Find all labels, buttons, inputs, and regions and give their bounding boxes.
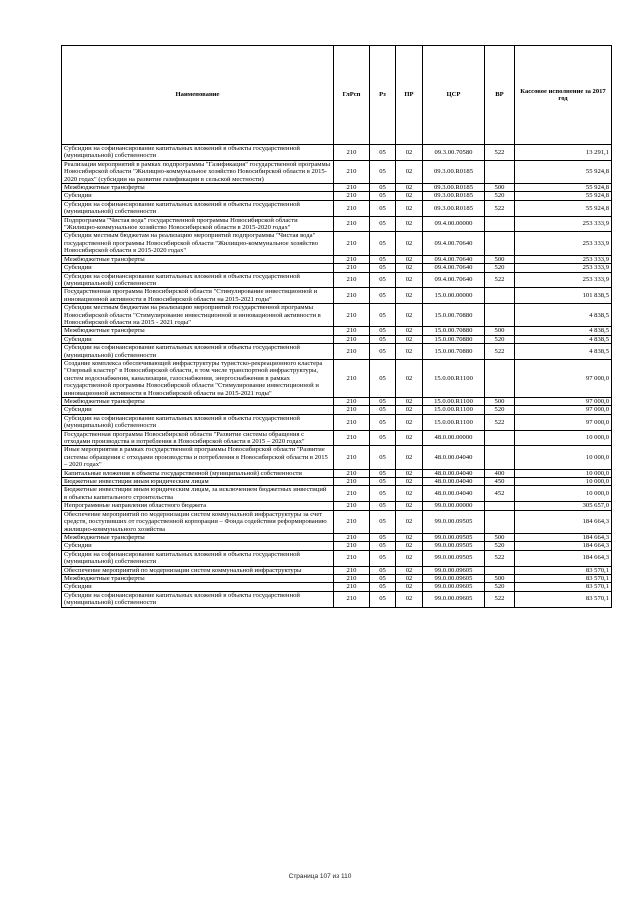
row-pr: 02 [396, 542, 423, 550]
row-amount: 4 838,5 [515, 327, 612, 335]
row-name: Межбюджетные трансферты [62, 255, 334, 263]
row-glrsp: 210 [334, 574, 370, 582]
row-name: Субсидии [62, 406, 334, 414]
row-csr: 09.3.00.70580 [423, 145, 485, 161]
row-amount: 184 664,3 [515, 510, 612, 533]
row-csr: 99.0.00.09505 [423, 542, 485, 550]
row-rz: 05 [370, 255, 396, 263]
row-name: Субсидии на софинансирование капитальных вложений в объекты государственной (муниципальной) собственности [62, 414, 334, 430]
row-amount: 4 838,5 [515, 304, 612, 327]
row-glrsp: 210 [334, 414, 370, 430]
table-row [62, 192, 612, 200]
row-amount: 253 333,9 [515, 272, 612, 288]
row-name: Обеспечение мероприятий по модернизации систем коммунальной инфраструктуры за счет средств, поступивших от государственной корпорации – Фонда содействия реформированию жилищно-коммунального хозяйства [62, 510, 334, 533]
budget-table [61, 45, 612, 608]
row-rz: 05 [370, 430, 396, 446]
row-name: Межбюджетные трансферты [62, 184, 334, 192]
header-glrsp: ГлРсп [334, 46, 370, 145]
table-row [62, 486, 612, 502]
row-vr: 522 [485, 550, 515, 566]
table-header-row [62, 46, 612, 145]
row-glrsp: 210 [334, 145, 370, 161]
row-amount: 184 664,3 [515, 542, 612, 550]
row-glrsp: 210 [334, 469, 370, 477]
row-glrsp: 210 [334, 430, 370, 446]
row-pr: 02 [396, 414, 423, 430]
table-row [62, 574, 612, 582]
row-vr [485, 430, 515, 446]
table-row [62, 359, 612, 397]
row-pr: 02 [396, 264, 423, 272]
row-vr [485, 216, 515, 232]
row-amount: 253 333,9 [515, 232, 612, 255]
row-glrsp: 210 [334, 533, 370, 541]
table-row [62, 255, 612, 263]
row-name: Межбюджетные трансферты [62, 398, 334, 406]
table-row [62, 264, 612, 272]
row-glrsp: 210 [334, 184, 370, 192]
row-name: Подпрограмма "Чистая вода" государственной программы Новосибирской области "Жилищно-коммунальное хозяйство Новосибирской области в 2015-2020 годах" [62, 216, 334, 232]
row-amount: 83 570,1 [515, 566, 612, 574]
table-row [62, 583, 612, 591]
row-glrsp: 210 [334, 192, 370, 200]
row-name: Обеспечение мероприятий по модернизации систем коммунальной инфраструктуры [62, 566, 334, 574]
row-vr [485, 288, 515, 304]
row-name: Субсидии [62, 192, 334, 200]
row-rz: 05 [370, 359, 396, 397]
row-amount: 305 657,0 [515, 502, 612, 510]
row-vr [485, 566, 515, 574]
row-vr: 500 [485, 398, 515, 406]
row-rz: 05 [370, 264, 396, 272]
row-rz: 05 [370, 469, 396, 477]
row-glrsp: 210 [334, 264, 370, 272]
header-vr: ВР [485, 46, 515, 145]
row-rz: 05 [370, 510, 396, 533]
row-csr: 48.0.00.04040 [423, 486, 485, 502]
row-pr: 02 [396, 502, 423, 510]
row-csr: 99.0.00.09605 [423, 574, 485, 582]
row-vr: 400 [485, 469, 515, 477]
row-glrsp: 210 [334, 255, 370, 263]
row-csr: 99.0.00.09605 [423, 583, 485, 591]
row-name: Иные мероприятия в рамках государственной программы Новосибирской области "Развитие системы обращения с отходами производства и потребления в Новосибирской области в 2015 – 2020 годах" [62, 446, 334, 469]
row-name: Реализация мероприятий в рамках подпрограммы "Газификация" государственной программы Новосибирской области "Жилищно-коммунальное хозяйство Новосибирской области в 2015-2020 годах" (субсидии на развитие газификации в сельской местности) [62, 160, 334, 183]
table-row [62, 200, 612, 216]
row-amount: 101 838,5 [515, 288, 612, 304]
row-glrsp: 210 [334, 583, 370, 591]
row-csr: 15.0.00.R1100 [423, 398, 485, 406]
table-row [62, 478, 612, 486]
row-pr: 02 [396, 255, 423, 263]
row-pr: 02 [396, 304, 423, 327]
row-name: Субсидии местным бюджетам на реализацию мероприятий государственной программы Новосибирской области "Стимулирование инвестиционной и инновационной активности в Новосибирской области на 2015 - 2021 годы" [62, 304, 334, 327]
row-pr: 02 [396, 200, 423, 216]
row-glrsp: 210 [334, 542, 370, 550]
table-row [62, 566, 612, 574]
row-name: Субсидии [62, 335, 334, 343]
row-vr: 452 [485, 486, 515, 502]
row-amount: 253 333,9 [515, 264, 612, 272]
row-pr: 02 [396, 550, 423, 566]
table-row [62, 327, 612, 335]
row-amount: 97 000,0 [515, 414, 612, 430]
row-vr: 520 [485, 583, 515, 591]
row-pr: 02 [396, 591, 423, 607]
header-name: Наименование [62, 46, 334, 145]
row-name: Субсидии [62, 542, 334, 550]
row-name: Непрограммные направления областного бюджета [62, 502, 334, 510]
row-pr: 02 [396, 398, 423, 406]
table-row [62, 184, 612, 192]
row-csr: 09.4.00.70640 [423, 264, 485, 272]
row-vr [485, 359, 515, 397]
row-csr: 09.4.00.70640 [423, 232, 485, 255]
row-rz: 05 [370, 232, 396, 255]
table-row [62, 304, 612, 327]
row-vr [485, 446, 515, 469]
row-rz: 05 [370, 542, 396, 550]
row-amount: 83 570,1 [515, 574, 612, 582]
row-rz: 05 [370, 288, 396, 304]
table-row [62, 344, 612, 360]
row-amount: 10 000,0 [515, 478, 612, 486]
row-csr: 09.3.00.R0185 [423, 184, 485, 192]
row-glrsp: 210 [334, 359, 370, 397]
row-vr: 520 [485, 406, 515, 414]
row-name: Бюджетные инвестиции иным юридическим лицам [62, 478, 334, 486]
table-row [62, 406, 612, 414]
row-pr: 02 [396, 478, 423, 486]
row-rz: 05 [370, 550, 396, 566]
table-body [62, 145, 612, 608]
row-rz: 05 [370, 566, 396, 574]
row-pr: 02 [396, 583, 423, 591]
row-amount: 253 333,9 [515, 255, 612, 263]
row-glrsp: 210 [334, 327, 370, 335]
row-vr: 520 [485, 264, 515, 272]
table-row [62, 232, 612, 255]
row-csr: 09.3.00.R0185 [423, 160, 485, 183]
table-row [62, 542, 612, 550]
row-glrsp: 210 [334, 566, 370, 574]
table-row [62, 550, 612, 566]
row-vr [485, 232, 515, 255]
row-csr: 09.4.00.00000 [423, 216, 485, 232]
table-row [62, 510, 612, 533]
row-pr: 02 [396, 469, 423, 477]
row-vr: 500 [485, 533, 515, 541]
row-csr: 09.4.00.70640 [423, 255, 485, 263]
row-glrsp: 210 [334, 344, 370, 360]
row-amount: 55 924,8 [515, 184, 612, 192]
row-pr: 02 [396, 446, 423, 469]
row-pr: 02 [396, 216, 423, 232]
row-name: Субсидии на софинансирование капитальных вложений в объекты государственной (муниципальной) собственности [62, 591, 334, 607]
row-amount: 83 570,1 [515, 591, 612, 607]
row-vr: 450 [485, 478, 515, 486]
row-rz: 05 [370, 200, 396, 216]
row-amount: 10 000,0 [515, 486, 612, 502]
row-csr: 15.0.00.00000 [423, 288, 485, 304]
row-pr: 02 [396, 430, 423, 446]
row-amount: 10 000,0 [515, 446, 612, 469]
row-amount: 10 000,0 [515, 430, 612, 446]
row-amount: 10 000,0 [515, 469, 612, 477]
row-rz: 05 [370, 327, 396, 335]
row-rz: 05 [370, 160, 396, 183]
table-row [62, 145, 612, 161]
row-amount: 97 000,0 [515, 359, 612, 397]
row-pr: 02 [396, 232, 423, 255]
row-glrsp: 210 [334, 486, 370, 502]
row-glrsp: 210 [334, 446, 370, 469]
table-row [62, 414, 612, 430]
row-csr: 15.0.00.70880 [423, 344, 485, 360]
row-glrsp: 210 [334, 478, 370, 486]
row-vr [485, 510, 515, 533]
table-row [62, 591, 612, 607]
row-glrsp: 210 [334, 502, 370, 510]
row-vr [485, 304, 515, 327]
header-rz: Рз [370, 46, 396, 145]
row-name: Субсидии местным бюджетам на реализацию мероприятий подпрограммы "Чистая вода" государственной программы Новосибирской области "Жилищно-коммунальное хозяйство Новосибирской области в 2015-2020 годах" [62, 232, 334, 255]
row-csr: 99.0.00.09505 [423, 510, 485, 533]
row-amount: 253 333,9 [515, 216, 612, 232]
row-glrsp: 210 [334, 398, 370, 406]
row-rz: 05 [370, 184, 396, 192]
row-pr: 02 [396, 510, 423, 533]
row-rz: 05 [370, 446, 396, 469]
header-csr: ЦСР [423, 46, 485, 145]
row-csr: 99.0.00.09605 [423, 566, 485, 574]
row-amount: 184 664,3 [515, 533, 612, 541]
row-rz: 05 [370, 486, 396, 502]
row-name: Межбюджетные трансферты [62, 533, 334, 541]
row-csr: 99.0.00.09605 [423, 591, 485, 607]
row-amount: 55 924,8 [515, 200, 612, 216]
row-csr: 09.4.00.70640 [423, 272, 485, 288]
header-pr: ПР [396, 46, 423, 145]
table-row [62, 533, 612, 541]
row-pr: 02 [396, 566, 423, 574]
row-rz: 05 [370, 502, 396, 510]
row-amount: 184 664,3 [515, 550, 612, 566]
row-rz: 05 [370, 272, 396, 288]
row-pr: 02 [396, 327, 423, 335]
row-rz: 05 [370, 192, 396, 200]
row-pr: 02 [396, 145, 423, 161]
row-glrsp: 210 [334, 591, 370, 607]
row-vr: 500 [485, 327, 515, 335]
row-csr: 48.0.00.04040 [423, 469, 485, 477]
row-csr: 15.0.00.70880 [423, 327, 485, 335]
row-amount: 55 924,8 [515, 192, 612, 200]
table-row [62, 430, 612, 446]
row-glrsp: 210 [334, 304, 370, 327]
row-amount: 83 570,1 [515, 583, 612, 591]
row-name: Субсидии на софинансирование капитальных вложений в объекты государственной (муниципальной) собственности [62, 200, 334, 216]
row-amount: 4 838,5 [515, 335, 612, 343]
row-name: Государственная программа Новосибирской области "Развитие системы обращения с отходами производства и потребления в Новосибирской области в 2015 – 2020 годах" [62, 430, 334, 446]
row-rz: 05 [370, 583, 396, 591]
row-csr: 15.0.00.R1100 [423, 414, 485, 430]
row-vr: 520 [485, 335, 515, 343]
row-pr: 02 [396, 184, 423, 192]
row-glrsp: 210 [334, 335, 370, 343]
table-row [62, 272, 612, 288]
row-name: Капитальные вложения в объекты государственной (муниципальной) собственности [62, 469, 334, 477]
table-row [62, 160, 612, 183]
row-name: Субсидии на софинансирование капитальных вложений в объекты государственной (муниципальной) собственности [62, 550, 334, 566]
row-pr: 02 [396, 574, 423, 582]
row-csr: 99.0.00.09505 [423, 550, 485, 566]
row-pr: 02 [396, 272, 423, 288]
table-row [62, 502, 612, 510]
row-name: Субсидии [62, 583, 334, 591]
table-row [62, 216, 612, 232]
row-rz: 05 [370, 478, 396, 486]
header-amount: Кассовое исполнение за 2017 год [515, 46, 612, 145]
row-csr: 15.0.00.R1100 [423, 359, 485, 397]
row-pr: 02 [396, 192, 423, 200]
row-rz: 05 [370, 533, 396, 541]
row-rz: 05 [370, 574, 396, 582]
row-name: Создание комплекса обеспечивающей инфраструктуры туристско-рекреационного кластера "Озерный кластер" в Новосибирской области, в том числе транспортной инфраструктуры, систем водоснабжения, канализации, газоснабжения, энергоснабжения в рамках государственной программы Новосибирской области "Стимулирование инвестиционной и инновационной активности в Новосибирской области на 2015-2021 годы" [62, 359, 334, 397]
row-name: Межбюджетные трансферты [62, 574, 334, 582]
row-amount: 97 000,0 [515, 406, 612, 414]
row-pr: 02 [396, 335, 423, 343]
row-vr: 500 [485, 574, 515, 582]
row-glrsp: 210 [334, 550, 370, 566]
row-csr: 99.0.00.00000 [423, 502, 485, 510]
row-pr: 02 [396, 406, 423, 414]
row-csr: 15.0.00.R1100 [423, 406, 485, 414]
row-glrsp: 210 [334, 288, 370, 304]
row-name: Государственная программа Новосибирской области "Стимулирование инвестиционной и инновационной активности в Новосибирской области на 2015-2021 годы" [62, 288, 334, 304]
row-vr: 522 [485, 344, 515, 360]
row-rz: 05 [370, 344, 396, 360]
row-csr: 99.0.00.09505 [423, 533, 485, 541]
row-pr: 02 [396, 344, 423, 360]
row-name: Субсидии на софинансирование капитальных вложений в объекты государственной (муниципальной) собственности [62, 145, 334, 161]
row-name: Бюджетные инвестиции иным юридическим лицам, за исключением бюджетных инвестиций в объекты капитального строительства [62, 486, 334, 502]
row-pr: 02 [396, 533, 423, 541]
row-csr: 09.3.00.R0185 [423, 192, 485, 200]
row-vr: 500 [485, 184, 515, 192]
row-rz: 05 [370, 335, 396, 343]
row-rz: 05 [370, 216, 396, 232]
row-amount: 55 924,8 [515, 160, 612, 183]
row-glrsp: 210 [334, 272, 370, 288]
row-glrsp: 210 [334, 200, 370, 216]
row-glrsp: 210 [334, 232, 370, 255]
page-footer: Страница 107 из 110 [288, 873, 352, 880]
row-name: Субсидии на софинансирование капитальных вложений в объекты государственной (муниципальной) собственности [62, 344, 334, 360]
row-rz: 05 [370, 304, 396, 327]
row-amount: 97 000,0 [515, 398, 612, 406]
row-vr: 522 [485, 414, 515, 430]
row-csr: 09.3.00.R0185 [423, 200, 485, 216]
row-rz: 05 [370, 145, 396, 161]
row-glrsp: 210 [334, 216, 370, 232]
row-csr: 15.0.00.70880 [423, 304, 485, 327]
row-rz: 05 [370, 591, 396, 607]
row-amount: 13 291,1 [515, 145, 612, 161]
row-glrsp: 210 [334, 510, 370, 533]
row-pr: 02 [396, 288, 423, 304]
row-vr [485, 160, 515, 183]
table-row [62, 398, 612, 406]
row-csr: 48.0.00.04040 [423, 446, 485, 469]
row-vr: 522 [485, 591, 515, 607]
row-name: Субсидии на софинансирование капитальных вложений в объекты государственной (муниципальной) собственности [62, 272, 334, 288]
row-vr: 520 [485, 192, 515, 200]
row-rz: 05 [370, 398, 396, 406]
table-row [62, 288, 612, 304]
row-vr: 522 [485, 145, 515, 161]
row-vr: 520 [485, 542, 515, 550]
row-vr [485, 502, 515, 510]
table-row [62, 446, 612, 469]
row-glrsp: 210 [334, 160, 370, 183]
row-vr: 500 [485, 255, 515, 263]
row-csr: 48.0.00.00000 [423, 430, 485, 446]
row-vr: 522 [485, 272, 515, 288]
table-row [62, 335, 612, 343]
row-name: Субсидии [62, 264, 334, 272]
row-amount: 4 838,5 [515, 344, 612, 360]
row-vr: 522 [485, 200, 515, 216]
row-glrsp: 210 [334, 406, 370, 414]
row-pr: 02 [396, 160, 423, 183]
table-row [62, 469, 612, 477]
row-pr: 02 [396, 486, 423, 502]
row-csr: 15.0.00.70880 [423, 335, 485, 343]
row-rz: 05 [370, 414, 396, 430]
row-csr: 48.0.00.04040 [423, 478, 485, 486]
row-pr: 02 [396, 359, 423, 397]
row-name: Межбюджетные трансферты [62, 327, 334, 335]
row-rz: 05 [370, 406, 396, 414]
